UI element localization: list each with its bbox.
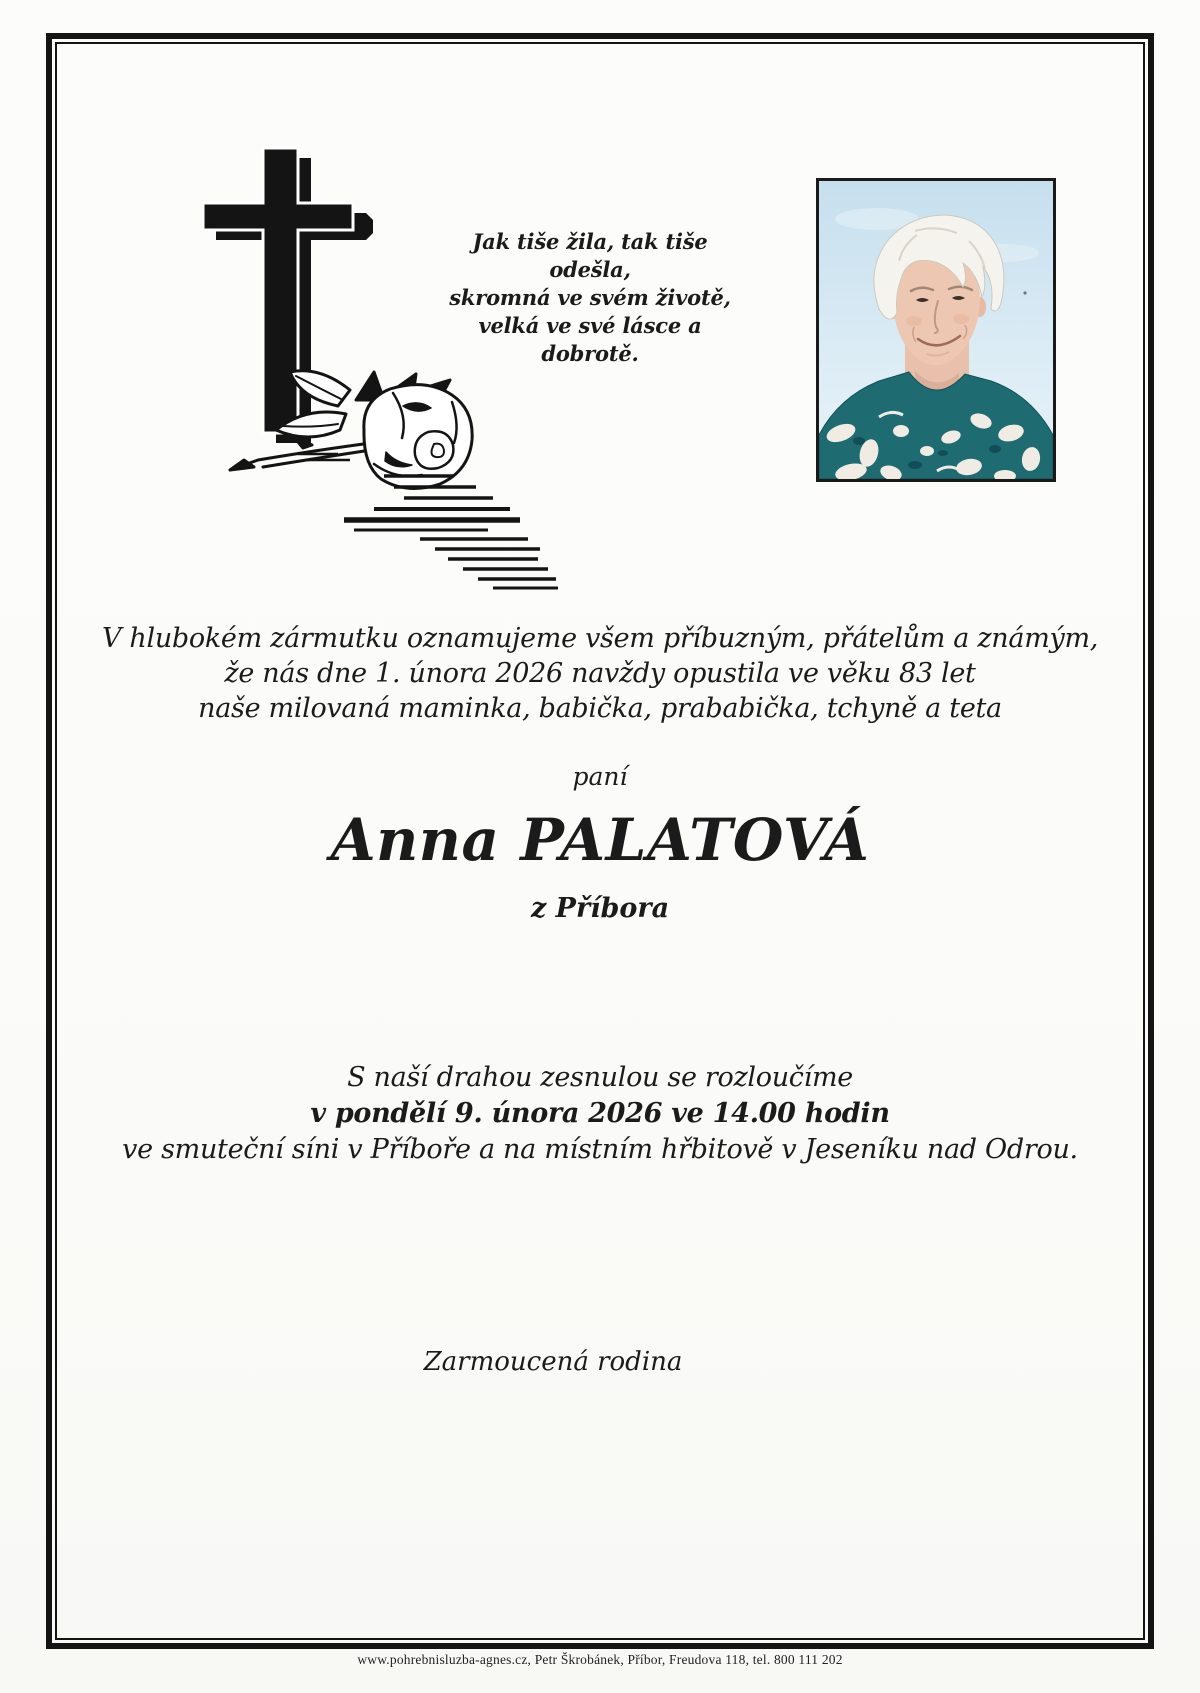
- farewell-line-3: ve smuteční síni v Příboře a na místním hřbitově v Jeseníku nad Odrou.: [122, 1134, 1078, 1165]
- farewell-text: [80, 1060, 1120, 1168]
- residence: z Příbora: [530, 893, 670, 924]
- verse-line-2: skromná ve svém životě,: [449, 285, 731, 310]
- announcement-text: [80, 621, 1120, 726]
- farewell-line-2: v pondělí 9. února 2026 ve 14.00 hodin: [310, 1098, 890, 1129]
- portrait-photo: [816, 178, 1056, 482]
- family-signature: Zarmoucená rodina: [423, 1347, 683, 1377]
- honorific: paní: [572, 762, 628, 791]
- farewell-line-1: S naší drahou zesnulou se rozloučíme: [347, 1062, 853, 1093]
- announcement-line-3: naše milovaná maminka, babička, prababička, tchyně a teta: [198, 693, 1002, 724]
- announcement-line-1: V hlubokém zármutku oznamujeme všem příbuzným, přátelům a známým,: [101, 623, 1099, 654]
- cross-icon: [203, 148, 373, 443]
- portrait-photo-image: [819, 181, 1053, 479]
- verse-line-3: velká ve své lásce a dobrotě.: [478, 313, 702, 366]
- memorial-verse: [430, 228, 750, 368]
- verse-line-1: Jak tiše žila, tak tiše odešla,: [472, 229, 708, 282]
- funeral-home-footer: www.pohrebnisluzba-agnes.cz, Petr Škrobánek, Příbor, Freudova 118, tel. 800 111 202: [357, 1652, 843, 1667]
- announcement-line-2: že nás dne 1. února 2026 navždy opustila ve věku 83 let: [224, 658, 976, 689]
- deceased-name: Anna PALATOVÁ: [330, 806, 870, 874]
